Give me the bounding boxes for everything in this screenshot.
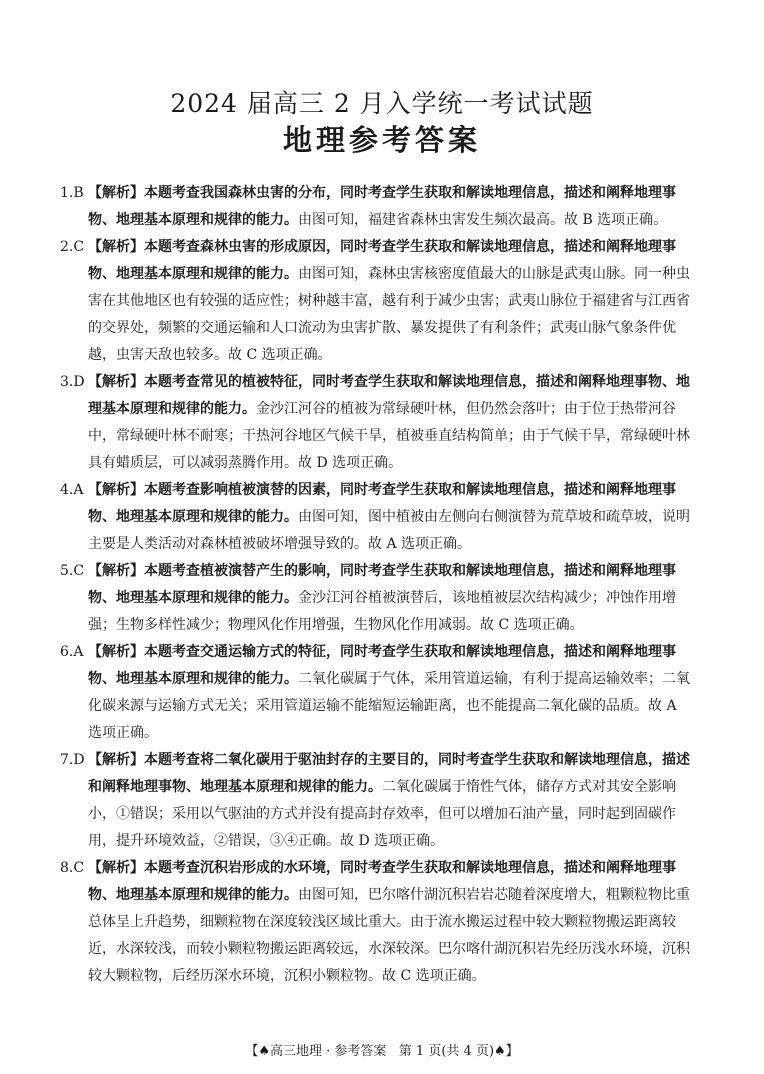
- analysis-body: 由图可知，森林虫害核密度值最大的山脉是武夷山脉。同一种虫害在其他地区也有较强的适应性；树种越丰富，越有利于减少虫害；武夷山脉位于福建省与江西省的交界处，频繁的交通运输和人口流动为虫害扩散、暴发提供了有利条件；武夷山脉气象条件优越，虫害天敌也较多。故 C 选项正确。: [88, 266, 690, 363]
- analysis-lead: 本题考查影响植被演替的因素，同时考查学生获取和解读地理信息，描述和阐释地理事物、地理基本原理和规律的能力。: [88, 482, 676, 525]
- question-number: 6.A: [60, 644, 84, 660]
- analysis-tag: 【解析】: [88, 644, 144, 660]
- analysis-lead: 本题考查森林虫害的形成原因，同时考查学生获取和解读地理信息，描述和阐释地理事物、地理基本原理和规律的能力。: [88, 239, 676, 282]
- footer-bracket-close: 】: [505, 1044, 519, 1059]
- footer-subject: 高三地理 · 参考答案: [269, 1044, 387, 1059]
- analysis-tag: 【解析】: [88, 239, 144, 255]
- answer-item-3: [60, 369, 694, 477]
- answer-item-1: [60, 180, 694, 234]
- answer-item-5: [60, 558, 694, 639]
- question-number: 4.A: [60, 482, 84, 498]
- question-number: 8.C: [60, 860, 85, 876]
- question-number: 2.C: [60, 239, 85, 255]
- analysis-body: 由图可知，福建省森林虫害发生频次最高。故 B 选项正确。: [298, 212, 668, 228]
- question-number: 3.D: [60, 374, 85, 390]
- page-footer: [0, 1040, 764, 1059]
- footer-bracket-open: 【: [245, 1044, 259, 1059]
- spade-icon: ♠: [258, 1044, 270, 1059]
- spade-icon: ♠: [494, 1044, 506, 1059]
- analysis-lead: 本题考查交通运输方式的特征，同时考查学生获取和解读地理信息，描述和阐释地理事物、地理基本原理和规律的能力。: [88, 644, 676, 687]
- analysis-tag: 【解析】: [88, 752, 144, 768]
- analysis-lead: 本题考查将二氧化碳用于驱油封存的主要目的，同时考查学生获取和解读地理信息，描述和阐释地理事物、地理基本原理和规律的能力。: [88, 752, 690, 795]
- answer-item-8: [60, 855, 694, 990]
- analysis-tag: 【解析】: [88, 374, 144, 390]
- analysis-body: 金沙江河谷的植被为常绿硬叶林，但仍然会落叶；由于位于热带河谷中，常绿硬叶林不耐寒；干热河谷地区气候干旱，植被垂直结构简单；由于气候干旱，常绿硬叶林具有蜡质层，可以减弱蒸腾作用。故 D 选项正确。: [88, 401, 690, 471]
- analysis-lead: 本题考查常见的植被特征，同时考查学生获取和解读地理信息，描述和阐释地理事物、地理基本原理和规律的能力。: [88, 374, 690, 417]
- analysis-tag: 【解析】: [88, 563, 144, 579]
- analysis-tag: 【解析】: [88, 185, 144, 201]
- analysis-lead: 本题考查我国森林虫害的分布，同时考查学生获取和解读地理信息，描述和阐释地理事物、地理基本原理和规律的能力。: [88, 185, 676, 228]
- answer-item-4: [60, 477, 694, 558]
- answer-item-2: [60, 234, 694, 369]
- answer-list: [60, 180, 694, 990]
- analysis-body: 二氧化碳属于惰性气体，储存方式对其安全影响小，①错误；采用以气驱油的方式并没有提高封存效率，但可以增加石油产量，同时起到固碳作用，提升环境效益，②错误，③④正确。故 D 选项正确。: [88, 779, 676, 849]
- analysis-lead: 本题考查沉积岩形成的水环境，同时考查学生获取和解读地理信息，描述和阐释地理事物、地理基本原理和规律的能力。: [88, 860, 676, 903]
- answer-item-7: [60, 747, 694, 855]
- analysis-tag: 【解析】: [88, 482, 144, 498]
- question-number: 7.D: [60, 752, 85, 768]
- analysis-body: 金沙江河谷植被演替后，该地植被层次结构减少；冲蚀作用增强；生物多样性减少；物理风化作用增强，生物风化作用减弱。故 C 选项正确。: [88, 590, 676, 633]
- analysis-tag: 【解析】: [88, 860, 144, 876]
- analysis-body: 由图可知，巴尔喀什湖沉积岩岩芯随着深度增大，粗颗粒物比重总体呈上升趋势，细颗粒物在深度较浅区域比重大。由于流水搬运过程中较大颗粒物搬运距离较近，水深较浅，而较小颗粒物搬运距离较远，水深较深。巴尔喀什湖沉积岩先经历浅水环境，沉积较大颗粒物，后经历深水环境，沉积小颗粒物。故 C 选项正确。: [88, 887, 690, 984]
- footer-page-number: 第 1 页(共 4 页): [398, 1044, 495, 1059]
- page-title: 地理参考答案: [282, 123, 481, 157]
- question-number: 1.B: [60, 185, 84, 201]
- analysis-lead: 本题考查植被演替产生的影响，同时考查学生获取和解读地理信息，描述和阐释地理事物、地理基本原理和规律的能力。: [88, 563, 676, 606]
- question-number: 5.C: [60, 563, 85, 579]
- analysis-body: 二氧化碳属于气体，采用管道运输，有利于提高运输效率；二氧化碳来源与运输方式无关；采用管道运输不能缩短运输距离，也不能提高二氧化碳的品质。故 A 选项正确。: [88, 671, 690, 741]
- exam-title: 2024 届高三 2 月入学统一考试试题: [170, 89, 594, 118]
- answer-item-6: [60, 639, 694, 747]
- analysis-body: 由图可知，图中植被由左侧向右侧演替为荒草坡和疏草坡，说明主要是人类活动对森林植被破坏增强导致的。故 A 选项正确。: [88, 509, 690, 552]
